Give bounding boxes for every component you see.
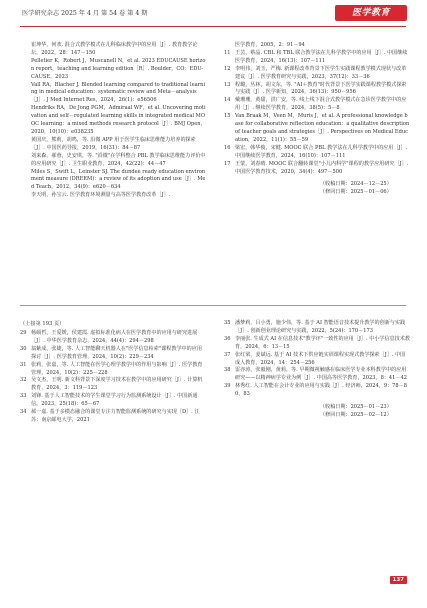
reference-item [20,153,206,169]
page-number: 137 [390,576,407,584]
reference-text: 刘来森，郝蓉，史安琪，等. "沿微"在学科整合 PBL 教学临床思维能力评价中的应用研究［J］. 卫生职业教育，2024，42(22)：44－47 [31,152,206,167]
received-date: （收稿日期：2024－12－25） [320,181,392,188]
reference-number: 11 [224,49,231,56]
reference-text: 王蒙，刘春晴. MOOC 联合翻转课堂"小儿内科学"课程的教学应用研究［J］. 中国医学教育技术，2020，34(4)：497－500 [235,160,409,175]
reference-number: 14 [224,97,231,104]
reference-item [20,362,206,378]
reference-number: 36 [224,335,231,342]
references-bottom-left [20,320,206,425]
reference-item [224,383,410,399]
reference-text: 崔坤华，何欢. 混合式教学模式在儿科临床教学中的应用［J］. 教育教学论坛，2022，28：147－150 [31,42,198,56]
reference-item [224,113,410,145]
reference-item [20,377,206,393]
reference-number: 32 [20,377,27,384]
reference-text: 程璐，丛林，胡文东，等. "AI＋教育"时代背景下医学实践课程教学模式探索与实践［J］. 医学新知，2024，36(13)：950－956 [235,81,407,96]
reference-number: 13 [224,81,231,88]
reference-number: 37 [224,351,231,358]
received-date: （收稿日期：2025－01－23） [320,404,392,411]
reference-item [224,66,410,82]
references-top-right [224,42,410,196]
reference-text: 王芸，蔡晶. CBL 和 TBL 联合教学法在儿科学教学中的应用［J］. 中国继续医学教育，2024，16(13)：107－111 [235,49,408,64]
reference-item [224,352,410,368]
reference-text: 林秀红. 人工智能在会计专业的应用与实践［J］. 经济师，2024，9：78－80，83 [235,383,407,398]
reference-item [224,50,410,66]
article-dates-top [224,180,410,196]
reference-number: 38 [224,367,231,374]
reference-text: 雷亦涛，张毅刚，黄莉，等. 早期微视触感在临床医学专业本科教学中的应用研究——以精神病学专业为例［J］. 中国高等医学教育，2023，8：41－42 [235,367,407,382]
reference-number: 16 [224,144,231,151]
page-header [0,0,427,30]
reference-item [224,97,410,113]
reference-item [20,105,206,137]
reference-number: 30 [20,345,27,352]
reference-item [20,192,206,200]
reference-text: 黄国庆，熊莉，胡鸣，等. 沿微 APP 用于医学生临床思维能力培养的探索［J］. 中国医药导报，2019，16(31)：84－87 [31,136,196,151]
reference-text: 戴珊珊，黄甜，洪广安，等. 线上线下混合式教学模式在急诊医学教学中的应用［J］. 继续医学教育，2024，38(5)：5－8 [235,97,407,112]
reference-text: 潘梦莉，吕小勇，施少伟，等. 基于 AI 智能语音技术提升教学的创新与实践［J］. 创新创业理论研究与实践，2022，5(24)：170－173 [235,320,406,334]
reference-text: Van Braak M，Veen M，Muris J，et al. A professional knowledge base for collaborative reflection education：a qualitative description of teacher goals and strategies［J］. Perspectives on Medical Education，2022，11(1)：55－59 [235,113,410,143]
references-top-left [20,42,206,200]
reference-item [20,330,206,346]
continued-label: （上接第 193 页） [20,321,65,327]
reference-text: 医学教育，2005，2：91－94 [235,42,305,48]
reference-text: 李明伟，刘玉，严梅. 新课程改革背景下医学生实践课程教学模式现状与改革建议［J］. 医学教育研究与实践，2023，37(12)：33－36 [235,65,407,80]
reference-item [224,82,410,98]
reference-number: 33 [20,393,27,400]
reference-item [224,367,410,383]
reference-text: 李天明，孙宝云. 医学教育环境测量与高等医学教育改革［J］. [31,192,171,199]
reference-number: 15 [224,113,231,120]
reference-item [20,137,206,153]
reference-text: Vall RA，Blacher J. Blended learning compared to traditional learning in medical education：systematic review and Meta－analysis［J］. J Med Internet Res，2024，26(1)：e56506 [31,81,206,104]
reference-item [224,320,410,336]
reference-item [224,145,410,161]
reference-text: Hendriks RA，De Jong PGM，Admiraal WF，et al. Uncovering motivation and self－regulated learning skills in integrated medical MOOC learning：a mixed methods research protocol［J］. BMJ Open，2020，10(10)：e038235 [31,105,206,135]
revised-date: （修回日期：2025－01－06） [320,189,392,196]
running-head: 医学研究杂志 2025 年 4 月 第 54 卷 第 4 期 [22,10,148,17]
reference-item [224,336,410,352]
reference-number: 29 [20,330,27,336]
reference-number: 17 [224,160,231,167]
reference-text: 吴文杰，王明. 新文科背景下深度学习技术在教学中的应用研究［J］. 计算机教育，2024，3：119－123 [31,377,203,392]
reference-item [20,393,206,409]
reference-text: 杨硕哲，王爱媛，侯建霞. 虚拟标准化病人在医学教育中的应用与研究进展［J］. 中华医学教育杂志，2024，44(4)：294－298 [31,330,198,344]
reference-text: 刘锋. 基于人工智能技术的学生课堂学习行为监测系统设计［J］. 中国新通信，2023，25(18)：65－67 [31,393,198,408]
reference-text: 梁宏，韩华俊，宋健. MOOC 联合 PBL 教学法在儿科学教学中的应用［J］. 中国继续医学教育，2024，16(10)：107－111 [235,144,408,159]
reference-number: 12 [224,65,231,72]
reference-number: 31 [20,361,27,368]
reference-text: 张莉，张嘉，等. 人工智能在医学心理学教学中的作用与影响［J］. 医学教育管理，2024，10(2)：225－228 [31,361,203,376]
reference-item [20,82,206,106]
article-dates-bottom [224,403,410,419]
references-bottom-right [224,320,410,419]
reference-item [20,58,206,82]
reference-number: 35 [224,320,231,326]
reference-item [20,346,206,362]
reference-item [20,409,206,425]
reference-text: Miles S，Swift L，Leinster SJ. The dundee ready education environment measure (DREEM)：a review of its adoption and use［J］. Med Teach，2012，34(9)：e620－634 [31,168,206,191]
reference-number: 34 [20,409,27,416]
section-divider [20,305,406,306]
header-rule [20,26,406,27]
reference-text: Pelletier K，Robert J，Muscanell N，et al. 2023 EDUCAUSE horizon report，teaching and learning edition［R］. Boulder，CO：EDU-CAUSE，2023 [31,57,206,80]
reference-item [20,42,206,58]
reference-text: 翁紫成，张婕，等. 人工智能聊天机器人在"医学信息检索"课程教学中的应用探讨［J］. 医学教育管理，2024，10(2)：229－234 [31,345,202,360]
reference-text: 郝一嘉. 基于多模态融合的课堂专注力智能监测系统的研究与实现［D］. 江苏：南京邮电大学，2021 [31,409,200,423]
reference-number: 39 [224,383,231,390]
reference-text: 李丽张. 生成式 AI 在信息技术"教学评"一致性的应用［J］. 中小学信息技术教育，2024，6：13－15 [235,335,410,350]
reference-text: 张红梁，姜斌远. 基于 AI 技术下供应链实训课程实现式教学探索［J］. 中国成人教育，2024，14：254－256 [235,351,406,366]
reference-item [224,42,410,50]
reference-item [224,161,410,177]
revised-date: （修回日期：2025－02－12） [320,412,392,419]
reference-item [20,169,206,193]
section-logo: 医学教育 [335,5,407,21]
